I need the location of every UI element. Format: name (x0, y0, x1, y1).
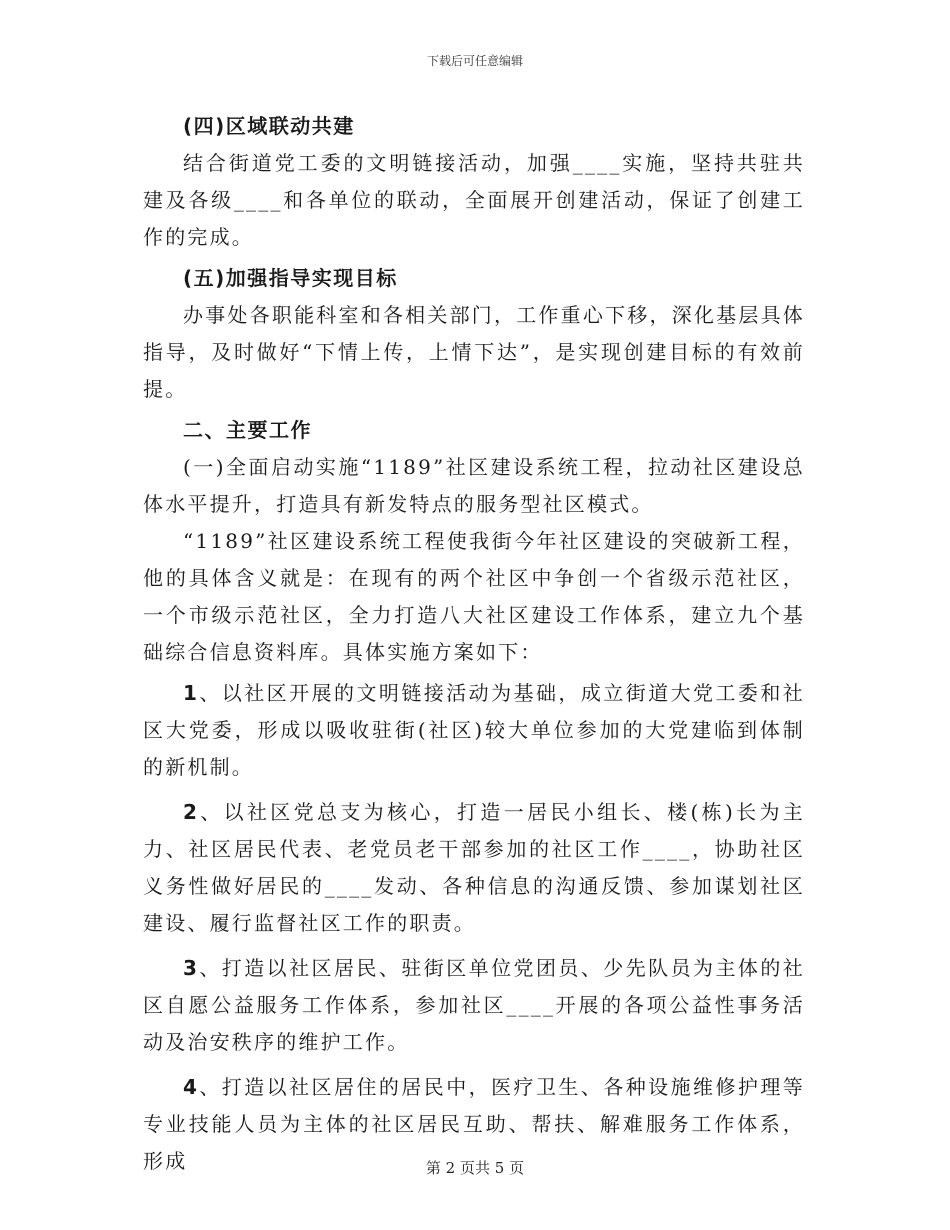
list-item-2-number: 2 (183, 800, 200, 824)
page-header: 下载后可任意编辑 (426, 54, 523, 68)
list-item-2 (143, 794, 805, 942)
section-4-paragraph: 结合街道党工委的文明链接活动，加强____实施，坚持共驻共建及各级____和各单位的联动，全面展开创建活动，保证了创建工作的完成。 (143, 151, 805, 249)
list-item-1-text: 、以社区开展的文明链接活动为基础，成立街道大党工委和社区大党委，形成以吸收驻街(社区)较大单位参加的大党建临到体制的新机制。 (143, 681, 805, 779)
list-item-1 (143, 675, 805, 786)
page-footer: 第 2 页共 5 页 (425, 1159, 525, 1177)
list-item-4-number: 4 (183, 1075, 200, 1099)
document-body (143, 108, 805, 1180)
list-item-2-text: 、以社区党总支为核心，打造一居民小组长、楼(栋)长为主力、社区居民代表、老党员老干部参加的社区工作____，协助社区义务性做好居民的____发动、各种信息的沟通反馈、参加谋划社区建设、履行监督社区工作的职责。 (143, 800, 805, 935)
list-item-3-text: 、打造以社区居民、驻街区单位党团员、少先队员为主体的社区自愿公益服务工作体系，参加社区____开展的各项公益性事务活动及治安秩序的维护工作。 (143, 956, 805, 1054)
list-item-4-text: 、打造以社区居住的居民中，医疗卫生、各种设施维修护理等专业技能人员为主体的社区居民互助、帮扶、解难服务工作体系，形成 (143, 1075, 805, 1173)
part-2-description-paragraph: “1189”社区建设系统工程使我街今年社区建设的突破新工程，他的具体含义就是：在现有的两个社区中争创一个省级示范社区，一个市级示范社区，全力打造八大社区建设工作体系，建立九个基础综合信息资料库。具体实施方案如下： (143, 529, 805, 664)
part-2-intro-paragraph: (一)全面启动实施“1189”社区建设系统工程，拉动社区建设总体水平提升，打造具有新发特点的服务型社区模式。 (143, 455, 805, 516)
list-item-3 (143, 950, 805, 1061)
list-item-1-number: 1 (183, 681, 200, 705)
section-4-heading: (四)区域联动共建 (183, 114, 355, 138)
section-5-paragraph: 办事处各职能科室和各相关部门，工作重心下移，深化基层具体指导，及时做好“下情上传，上情下达”，是实现创建目标的有效前提。 (143, 303, 805, 401)
section-5-heading: (五)加强指导实现目标 (183, 266, 398, 290)
part-2-heading: 二、主要工作 (183, 418, 312, 442)
list-item-3-number: 3 (183, 956, 200, 980)
